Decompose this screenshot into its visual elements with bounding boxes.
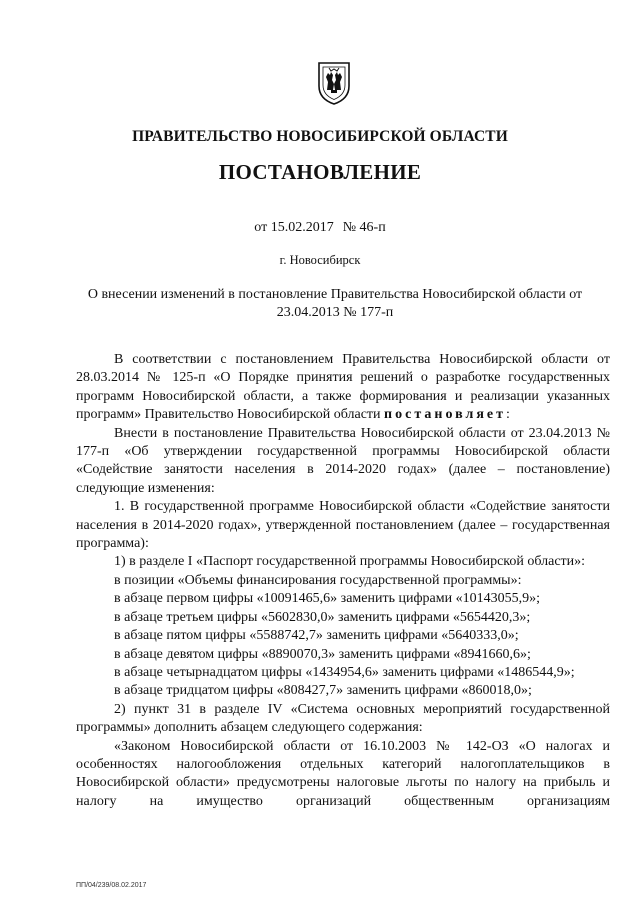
body-paragraph: в абзаце пятом цифры «5588742,7» заменить цифрами «5640333,0»;	[114, 628, 519, 644]
document-city: г. Новосибирск	[279, 253, 361, 267]
body-paragraph: Внести в постановление Правительства Новосибирской области от 23.04.2013 № 177-п «Об утверждении государственной программы Новосибирской области «Содействие занятости населения в 2014-2020 годах» (далее – постановление) следующие изменения:	[76, 425, 610, 496]
body-paragraph: в абзаце первом цифры «10091465,6» заменить цифрами «10143055,9»;	[114, 591, 540, 607]
body-paragraph: в абзаце четырнадцатом цифры «1434954,6» заменить цифрами «1486544,9»;	[114, 664, 575, 680]
body-paragraph: «Законом Новосибирской области от 16.10.2003 № 142-ОЗ «О налогах и особенностях налогообложения отдельных категорий налогоплательщиков в Новосибирской области» предусмотрены налоговые льготы по налогу на прибыль и налогу на имущество организаций общественным организациям	[76, 738, 610, 809]
document-type: ПОСТАНОВЛЕНИЕ	[218, 160, 422, 184]
resolution-word: постановляет	[384, 407, 506, 423]
body-paragraph: 1. В государственной программе Новосибирской области «Содействие занятости населения в 2014-2020 годах», утвержденной постановлением (далее – государственная программа):	[76, 499, 610, 552]
document-body	[76, 351, 610, 811]
body-paragraph: 1) в разделе I «Паспорт государственной программы Новосибирской области»:	[114, 554, 586, 570]
document-date: от 15.02.2017	[254, 220, 334, 235]
novosibirsk-coat-of-arms-icon	[316, 60, 352, 106]
preamble-colon: :	[506, 407, 510, 423]
body-paragraph: в позиции «Объемы финансирования государственной программы»:	[114, 572, 522, 588]
body-paragraph: в абзаце третьем цифры «5602830,0» заменить цифрами «5654420,3»;	[114, 609, 531, 625]
document-number: № 46-п	[342, 220, 386, 235]
preamble-text: В соответствии с постановлением Правительства Новосибирской области от 28.03.2014 № 125-п «О Порядке принятия решений о разработке государственных программ Новосибирской области, а также формирования и реализации указанных программ» Правительство Новосибирской области	[76, 352, 610, 423]
organization-title: ПРАВИТЕЛЬСТВО НОВОСИБИРСКОЙ ОБЛАСТИ	[132, 128, 508, 145]
document-footer-code: ПП/04/239/08.02.2017	[76, 882, 147, 889]
document-subject: О внесении изменений в постановление Правительства Новосибирской области от 23.04.2013 № 177-п	[87, 287, 583, 320]
body-paragraph: 2) пункт 31 в разделе IV «Система основных мероприятий государственной программы» дополнить абзацем следующего содержания:	[76, 701, 610, 736]
body-paragraph: в абзаце тридцатом цифры «808427,7» заменить цифрами «860018,0»;	[114, 683, 532, 699]
document-date-line	[0, 220, 640, 236]
body-paragraph: в абзаце девятом цифры «8890070,3» заменить цифрами «8941660,6»;	[114, 646, 531, 662]
preamble-paragraph	[76, 351, 610, 425]
